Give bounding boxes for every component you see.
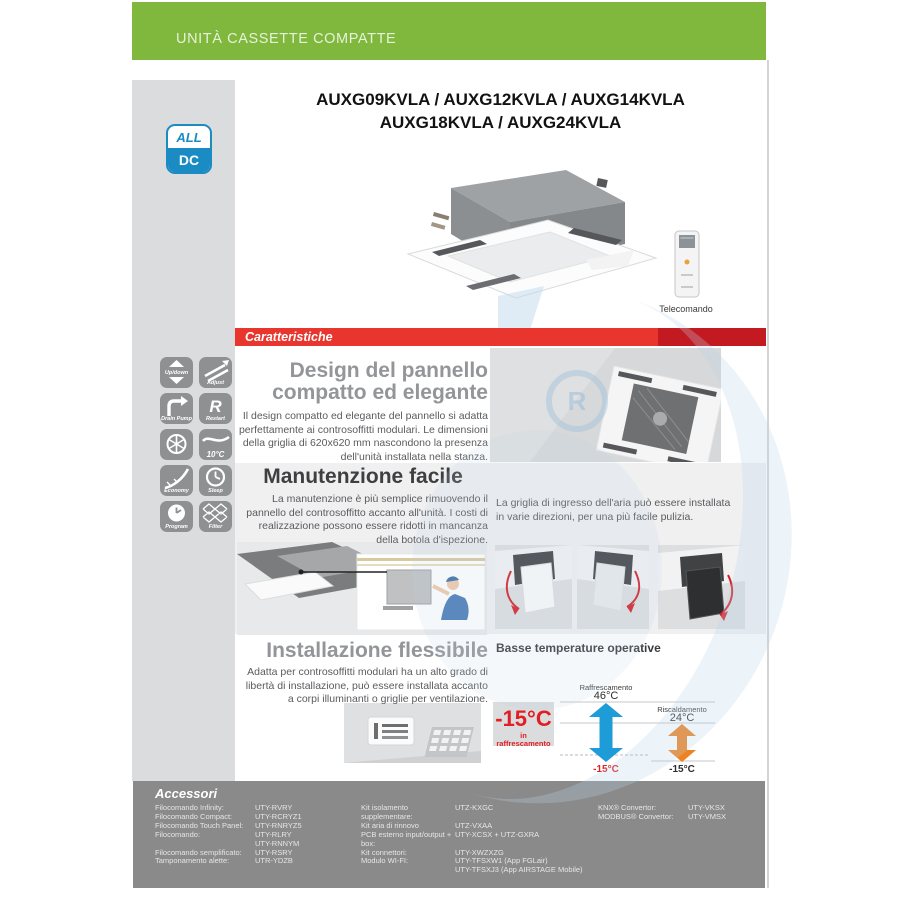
cooling-max-value: 46°C bbox=[593, 690, 619, 702]
program-icon-label: Program bbox=[165, 524, 188, 530]
design-grille-photo bbox=[490, 348, 721, 462]
accessory-code: UTY-RNNYM bbox=[255, 838, 300, 848]
low-temp-badge bbox=[493, 702, 554, 746]
updown-icon bbox=[160, 357, 193, 388]
accessory-label: Filocomando Infinity: bbox=[155, 803, 224, 812]
design-body: Il design compatto ed elegante del pannello si adatta perfettamente ai controsoffitti modulari. Le dimensioni della griglia di 620x620 mm nascondono la presenza dell'unità installata nella stanza. bbox=[238, 410, 488, 463]
adjust-icon-label: Adjust bbox=[206, 380, 225, 386]
drain-pump-icon bbox=[160, 393, 193, 424]
maintenance-body-right: La griglia di ingresso dell'aria può essere installata in varie direzioni, per una più facile pulizia. bbox=[496, 497, 731, 523]
accessory-code: UTY-VKSX bbox=[688, 803, 725, 812]
remote-control-label: Telecomando bbox=[659, 304, 713, 314]
all-dc-logo bbox=[166, 124, 212, 174]
maintenance-body-left: La manutenzione è più semplice rimuovendo il pannello del controsoffitto accanto all'unità. I costi di realizzazione possono essere ridotti in mancanza della botola d'ispezione. bbox=[246, 493, 488, 546]
accessory-row bbox=[361, 866, 583, 875]
accessories-column-2 bbox=[361, 804, 583, 875]
installation-title: Installazione flessibile bbox=[266, 639, 488, 662]
accessory-code: UTY-RVRY bbox=[255, 803, 293, 812]
grille-direction-photo-3 bbox=[658, 545, 745, 629]
accessories-column-1 bbox=[155, 804, 302, 866]
model-title-line1: AUXG09KVLA / AUXG12KVLA / AUXG14KVLA bbox=[316, 90, 685, 109]
accessory-row bbox=[361, 804, 583, 822]
accessory-label: MODBUS® Convertor: bbox=[598, 811, 674, 821]
model-title bbox=[235, 88, 766, 134]
operating-range-chart bbox=[558, 680, 765, 780]
accessory-row bbox=[598, 813, 726, 822]
design-title-line2: compatto ed elegante bbox=[272, 381, 488, 404]
sleep-timer-icon bbox=[199, 465, 232, 496]
accessories-panel bbox=[133, 781, 765, 888]
accessory-label: Filocomando semplificato: bbox=[155, 847, 242, 857]
accessory-code: UTY-TFSXJ3 (App AIRSTAGE Mobile) bbox=[455, 865, 583, 875]
accessory-code: UTY-XCSX + UTZ-GXRA bbox=[455, 829, 540, 839]
accessories-title: Accessori bbox=[155, 786, 218, 801]
maintenance-illustration bbox=[237, 542, 487, 635]
economy-icon bbox=[160, 465, 193, 496]
installation-body: Adatta per controsoffitti modulari ha un alto grado di libertà di installazione, può essere installata accanto a corpi illuminanti o griglie per ventilazione. bbox=[245, 666, 488, 705]
restart-icon bbox=[199, 393, 232, 424]
cassette-unit-photo bbox=[348, 158, 678, 330]
accessory-label: Modulo WI-FI: bbox=[361, 856, 409, 866]
accessory-label: KNX® Convertor: bbox=[598, 803, 657, 812]
ten-degrees-icon bbox=[199, 429, 232, 460]
accessory-label: PCB esterno input/output + box: bbox=[361, 829, 452, 848]
accessories-column-3 bbox=[598, 804, 726, 822]
accessory-code: UTY-RSRY bbox=[255, 847, 293, 857]
watermark-registered-icon: R bbox=[546, 370, 608, 432]
accessory-label: Kit aria di rinnovo bbox=[361, 820, 419, 830]
accessory-code: UTY-VMSX bbox=[688, 811, 727, 821]
category-title: UNITÀ CASSETTE COMPATTE bbox=[176, 31, 397, 47]
accessory-code: UTZ-VXAA bbox=[455, 820, 493, 830]
low-temp-title: Basse temperature operative bbox=[496, 641, 661, 655]
accessory-code: UTR-YDZB bbox=[255, 856, 293, 866]
accessory-row bbox=[155, 857, 302, 866]
grille-direction-photo-1 bbox=[495, 545, 572, 629]
cool-fan-snowflake-icon bbox=[160, 429, 193, 460]
cooling-series-label: Raffrescamento bbox=[579, 683, 633, 692]
features-banner-label: Caratteristiche bbox=[245, 330, 333, 344]
heating-min-value: -15°C bbox=[669, 764, 695, 775]
program-timer-icon bbox=[160, 501, 193, 532]
accessory-label: Tamponamento alette: bbox=[155, 856, 230, 866]
model-title-line2: AUXG18KVLA / AUXG24KVLA bbox=[379, 113, 622, 132]
installation-section-text bbox=[238, 640, 488, 707]
accessory-label: Filocomando Touch Panel: bbox=[155, 820, 244, 830]
accessory-label bbox=[361, 866, 455, 875]
restart-icon-label: Restart bbox=[206, 416, 225, 422]
accessory-label: Kit connettori: bbox=[361, 847, 407, 857]
heating-series-label: Riscaldamento bbox=[657, 705, 707, 714]
grille-direction-photo-2 bbox=[577, 545, 649, 629]
accessory-code: UTY-RNRYZ5 bbox=[255, 820, 302, 830]
remote-control-photo bbox=[674, 230, 700, 298]
filter-icon bbox=[199, 501, 232, 532]
adjust-louver-icon bbox=[199, 357, 232, 388]
accessory-code: UTY-TFSXW1 (App FGLair) bbox=[455, 856, 548, 866]
svg-text:R: R bbox=[209, 397, 222, 416]
accessory-code: UTY-RLRY bbox=[255, 829, 292, 839]
accessory-code: UTZ-KXGC bbox=[455, 803, 494, 812]
accessory-label: Filocomando: bbox=[155, 829, 201, 839]
drain-pump-icon-label: Drain Pump bbox=[161, 416, 192, 422]
features-banner bbox=[235, 328, 766, 346]
economy-icon-label: Economy bbox=[164, 488, 189, 494]
category-header-bar bbox=[132, 2, 766, 60]
design-title-line1: Design del pannello bbox=[289, 359, 488, 382]
page-edge-shadow bbox=[767, 60, 769, 888]
accessory-code: UTY-XWZXZG bbox=[455, 847, 504, 857]
accessory-row bbox=[361, 831, 583, 849]
heating-max-value: 24°C bbox=[669, 712, 695, 724]
updown-icon-label: Up/down bbox=[164, 370, 189, 376]
maintenance-title: Manutenzione facile bbox=[263, 465, 463, 488]
accessory-label: Kit isolamento supplementare: bbox=[361, 803, 413, 821]
design-section-text bbox=[238, 360, 488, 464]
filter-icon-label: Filter bbox=[208, 524, 223, 530]
accessory-label: Filocomando Compact: bbox=[155, 811, 233, 821]
features-banner-accent bbox=[658, 328, 766, 346]
cooling-min-value: -15°C bbox=[593, 764, 619, 775]
low-temp-badge-caption: in raffrescamento bbox=[496, 731, 551, 748]
low-temp-badge-value: -15°C bbox=[495, 706, 552, 731]
sleep-icon-label: Sleep bbox=[208, 488, 223, 494]
all-dc-logo-bottom: DC bbox=[168, 148, 210, 172]
accessory-code: UTY-RCRYZ1 bbox=[255, 811, 302, 821]
ten-degrees-icon-label: 10°C bbox=[206, 450, 225, 459]
all-dc-logo-top: ALL bbox=[176, 129, 202, 145]
installation-ceiling-photo bbox=[344, 703, 481, 763]
